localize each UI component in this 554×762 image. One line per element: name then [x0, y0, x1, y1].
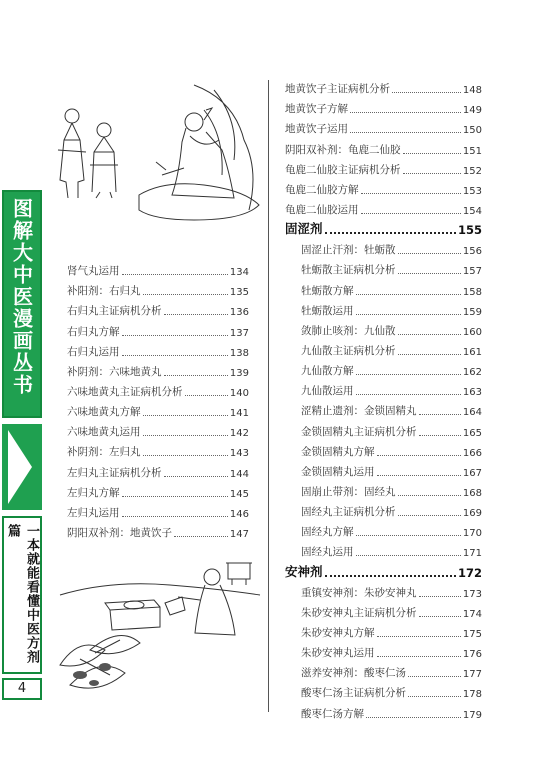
toc-dot-leader: [350, 112, 461, 113]
toc-dot-leader: [398, 354, 461, 355]
column-divider: [268, 80, 269, 712]
toc-entry-page: 172: [457, 565, 482, 580]
toc-entry-title: 安神剂: [285, 563, 323, 579]
toc-entry-title: 左归丸运用: [67, 506, 120, 519]
toc-entry-page: 154: [462, 205, 482, 217]
toc-entry: [67, 298, 249, 318]
toc-entry: [285, 640, 482, 660]
toc-entry-title: 涩精止遗剂：金锁固精丸: [301, 405, 417, 418]
toc-entry-page: 165: [462, 427, 482, 439]
toc-entry-title: 地黄饮子主证病机分析: [285, 83, 390, 96]
toc-entry-page: 140: [229, 387, 249, 399]
toc-entry-page: 145: [229, 488, 249, 500]
toc-entry-title: 左归丸主证病机分析: [67, 466, 162, 479]
toc-entry-page: 168: [462, 487, 482, 499]
toc-entry-title: 补阳剂：右归丸: [67, 285, 141, 298]
toc-entry: [285, 700, 482, 720]
toc-left-column: [67, 258, 249, 540]
toc-entry-page: 157: [462, 266, 482, 278]
toc-entry-title: 九仙散运用: [301, 385, 354, 398]
toc-dot-leader: [398, 515, 461, 516]
toc-dot-leader: [398, 253, 461, 254]
toc-entry-title: 龟鹿二仙胶方解: [285, 183, 359, 196]
toc-entry: [285, 338, 482, 358]
toc-entry-page: 147: [229, 528, 249, 540]
toc-dot-leader: [419, 414, 461, 415]
toc-dot-leader: [408, 696, 461, 697]
toc-entry-page: 144: [229, 468, 249, 480]
toc-dot-leader: [377, 656, 461, 657]
toc-dot-leader: [143, 294, 228, 295]
page-number: 4: [2, 678, 42, 700]
toc-entry-page: 134: [229, 267, 249, 279]
toc-entry: [285, 318, 482, 338]
toc-entry-page: 166: [462, 447, 482, 459]
toc-entry: [285, 177, 482, 197]
toc-entry-title: 九仙散方解: [301, 365, 354, 378]
toc-entry: [285, 277, 482, 297]
toc-entry-title: 地黄饮子方解: [285, 103, 348, 116]
toc-dot-leader: [122, 274, 228, 275]
toc-entry: [285, 479, 482, 499]
toc-dot-leader: [325, 575, 456, 577]
toc-dot-leader: [398, 273, 461, 274]
toc-entry: [67, 439, 249, 459]
series-title-box: [2, 190, 42, 418]
toc-entry-title: 右归丸主证病机分析: [67, 305, 162, 318]
toc-entry-page: 142: [229, 428, 249, 440]
toc-entry: [285, 398, 482, 418]
toc-dot-leader: [377, 455, 461, 456]
band-arrow: [2, 424, 42, 510]
toc-entry: [67, 500, 249, 520]
toc-entry: [67, 399, 249, 419]
toc-entry: [285, 257, 482, 277]
toc-entry: [67, 258, 249, 278]
toc-entry: [285, 378, 482, 398]
toc-entry-title: 固涩止汗剂：牡蛎散: [301, 244, 396, 257]
toc-dot-leader: [403, 153, 461, 154]
toc-dot-leader: [356, 535, 461, 536]
toc-entry: [285, 298, 482, 318]
toc-dot-leader: [122, 335, 228, 336]
toc-right-column: [285, 76, 482, 721]
series-side-band: [0, 190, 44, 710]
series-subtitle-box: [2, 516, 42, 674]
series-title: 图解大中医漫画丛书: [9, 198, 34, 396]
toc-entry-title: 酸枣仁汤主证病机分析: [301, 687, 406, 700]
toc-entry-page: 139: [229, 367, 249, 379]
toc-entry-title: 六味地黄丸主证病机分析: [67, 385, 183, 398]
toc-entry-page: 137: [229, 327, 249, 339]
toc-dot-leader: [356, 294, 461, 295]
toc-dot-leader: [122, 496, 228, 497]
toc-dot-leader: [419, 616, 461, 617]
toc-entry-title: 固经丸方解: [301, 526, 354, 539]
toc-dot-leader: [356, 374, 461, 375]
toc-entry-page: 135: [229, 287, 249, 299]
toc-entry-title: 牡蛎散方解: [301, 284, 354, 297]
toc-entry-title: 敛肺止咳剂：九仙散: [301, 324, 396, 337]
toc-entry: [285, 580, 482, 600]
toc-entry-page: 159: [462, 306, 482, 318]
toc-dot-leader: [325, 232, 456, 234]
toc-entry-page: 171: [462, 548, 482, 560]
toc-dot-leader: [122, 355, 228, 356]
toc-dot-leader: [419, 435, 461, 436]
chevron-right-icon: [2, 424, 42, 510]
toc-entry: [285, 539, 482, 559]
toc-entry-page: 160: [462, 326, 482, 338]
toc-entry-page: 173: [462, 588, 482, 600]
toc-entry-title: 金锁固精丸方解: [301, 445, 375, 458]
toc-entry-title: 龟鹿二仙胶运用: [285, 203, 359, 216]
toc-entry: [67, 379, 249, 399]
toc-entry-page: 155: [457, 223, 482, 238]
toc-entry: [285, 96, 482, 116]
toc-entry: [285, 358, 482, 378]
toc-dot-leader: [392, 92, 461, 93]
toc-dot-leader: [356, 555, 461, 556]
toc-entry-page: 149: [462, 105, 482, 117]
toc-entry: [67, 419, 249, 439]
toc-entry-title: 朱砂安神丸主证病机分析: [301, 606, 417, 619]
toc-dot-leader: [143, 415, 228, 416]
toc-entry: [285, 620, 482, 640]
toc-entry-page: 161: [462, 346, 482, 358]
series-subtitle: 一本就能看懂中医方剂篇: [5, 524, 39, 664]
toc-entry-title: 固经丸运用: [301, 546, 354, 559]
toc-entry: [67, 318, 249, 338]
toc-entry: [285, 499, 482, 519]
toc-entry-title: 固崩止带剂：固经丸: [301, 485, 396, 498]
toc-entry-title: 牡蛎散主证病机分析: [301, 264, 396, 277]
toc-dot-leader: [143, 455, 228, 456]
toc-entry-page: 136: [229, 307, 249, 319]
toc-entry-page: 141: [229, 408, 249, 420]
toc-entry: [285, 600, 482, 620]
toc-entry-page: 179: [462, 709, 482, 721]
toc-entry-title: 阴阳双补剂：地黄饮子: [67, 526, 172, 539]
toc-entry-title: 补阴剂：左归丸: [67, 446, 141, 459]
toc-entry-page: 152: [462, 165, 482, 177]
toc-dot-leader: [356, 394, 461, 395]
toc-entry-page: 167: [462, 467, 482, 479]
toc-entry-page: 151: [462, 145, 482, 157]
toc-entry-page: 175: [462, 628, 482, 640]
toc-entry: [285, 136, 482, 156]
toc-dot-leader: [164, 476, 228, 477]
toc-dot-leader: [164, 314, 228, 315]
toc-entry-title: 九仙散主证病机分析: [301, 344, 396, 357]
toc-entry-title: 牡蛎散运用: [301, 304, 354, 317]
toc-entry-title: 阴阳双补剂：龟鹿二仙胶: [285, 143, 401, 156]
toc-entry: [285, 519, 482, 539]
toc-entry-title: 六味地黄丸方解: [67, 406, 141, 419]
toc-dot-leader: [403, 173, 461, 174]
toc-entry-title: 肾气丸运用: [67, 265, 120, 278]
toc-dot-leader: [398, 334, 461, 335]
toc-entry: [285, 157, 482, 177]
toc-entry: [285, 76, 482, 96]
toc-chapter-heading: [285, 217, 482, 237]
toc-entry-page: 164: [462, 407, 482, 419]
toc-entry-title: 补阴剂：六味地黄丸: [67, 365, 162, 378]
toc-entry-title: 右归丸运用: [67, 345, 120, 358]
toc-entry: [67, 339, 249, 359]
toc-dot-leader: [122, 516, 228, 517]
toc-entry-page: 150: [462, 125, 482, 137]
toc-entry: [285, 439, 482, 459]
toc-entry-title: 左归丸方解: [67, 486, 120, 499]
toc-entry-page: 158: [462, 286, 482, 298]
toc-entry: [285, 116, 482, 136]
toc-entry: [285, 197, 482, 217]
toc-entry: [67, 359, 249, 379]
toc-entry-title: 固涩剂: [285, 221, 323, 237]
toc-entry-page: 163: [462, 387, 482, 399]
toc-dot-leader: [361, 213, 461, 214]
toc-dot-leader: [408, 676, 461, 677]
toc-dot-leader: [419, 596, 461, 597]
toc-dot-leader: [164, 375, 228, 376]
toc-entry: [67, 480, 249, 500]
toc-entry-page: 177: [462, 669, 482, 681]
toc-entry-page: 148: [462, 85, 482, 97]
toc-entry-title: 金锁固精丸运用: [301, 465, 375, 478]
toc-entry-page: 169: [462, 508, 482, 520]
toc-dot-leader: [377, 636, 461, 637]
toc-dot-leader: [361, 193, 461, 194]
toc-entry: [285, 459, 482, 479]
toc-dot-leader: [185, 395, 228, 396]
toc-dot-leader: [174, 536, 228, 537]
toc-entry-page: 156: [462, 246, 482, 258]
toc-dot-leader: [350, 132, 461, 133]
toc-entry-title: 酸枣仁汤方解: [301, 707, 364, 720]
toc-entry-title: 固经丸主证病机分析: [301, 506, 396, 519]
toc-entry-page: 162: [462, 367, 482, 379]
toc-entry-title: 六味地黄丸运用: [67, 426, 141, 439]
toc-dot-leader: [356, 314, 461, 315]
toc-entry-title: 朱砂安神丸运用: [301, 647, 375, 660]
toc-entry-title: 滋养安神剂：酸枣仁汤: [301, 667, 406, 680]
scholars-illustration: [44, 80, 264, 230]
toc-entry-page: 170: [462, 528, 482, 540]
toc-entry: [67, 278, 249, 298]
toc-entry: [67, 520, 249, 540]
toc-entry-page: 143: [229, 448, 249, 460]
toc-entry: [285, 418, 482, 438]
toc-entry-title: 金锁固精丸主证病机分析: [301, 425, 417, 438]
toc-entry-title: 右归丸方解: [67, 325, 120, 338]
toc-dot-leader: [366, 717, 461, 718]
toc-dot-leader: [377, 475, 461, 476]
toc-entry-title: 朱砂安神丸方解: [301, 626, 375, 639]
toc-chapter-heading: [285, 559, 482, 579]
toc-entry: [285, 660, 482, 680]
toc-entry: [285, 680, 482, 700]
toc-entry-title: 重镇安神剂：朱砂安神丸: [301, 586, 417, 599]
toc-entry-title: 地黄饮子运用: [285, 123, 348, 136]
toc-entry: [67, 459, 249, 479]
toc-entry-title: 龟鹿二仙胶主证病机分析: [285, 163, 401, 176]
toc-entry: [285, 237, 482, 257]
toc-entry-page: 176: [462, 649, 482, 661]
toc-entry-page: 146: [229, 508, 249, 520]
herbs-illustration: [50, 555, 265, 705]
toc-dot-leader: [398, 495, 461, 496]
toc-entry-page: 174: [462, 608, 482, 620]
toc-entry-page: 178: [462, 689, 482, 701]
toc-dot-leader: [143, 435, 228, 436]
toc-entry-page: 138: [229, 347, 249, 359]
toc-entry-page: 153: [462, 185, 482, 197]
